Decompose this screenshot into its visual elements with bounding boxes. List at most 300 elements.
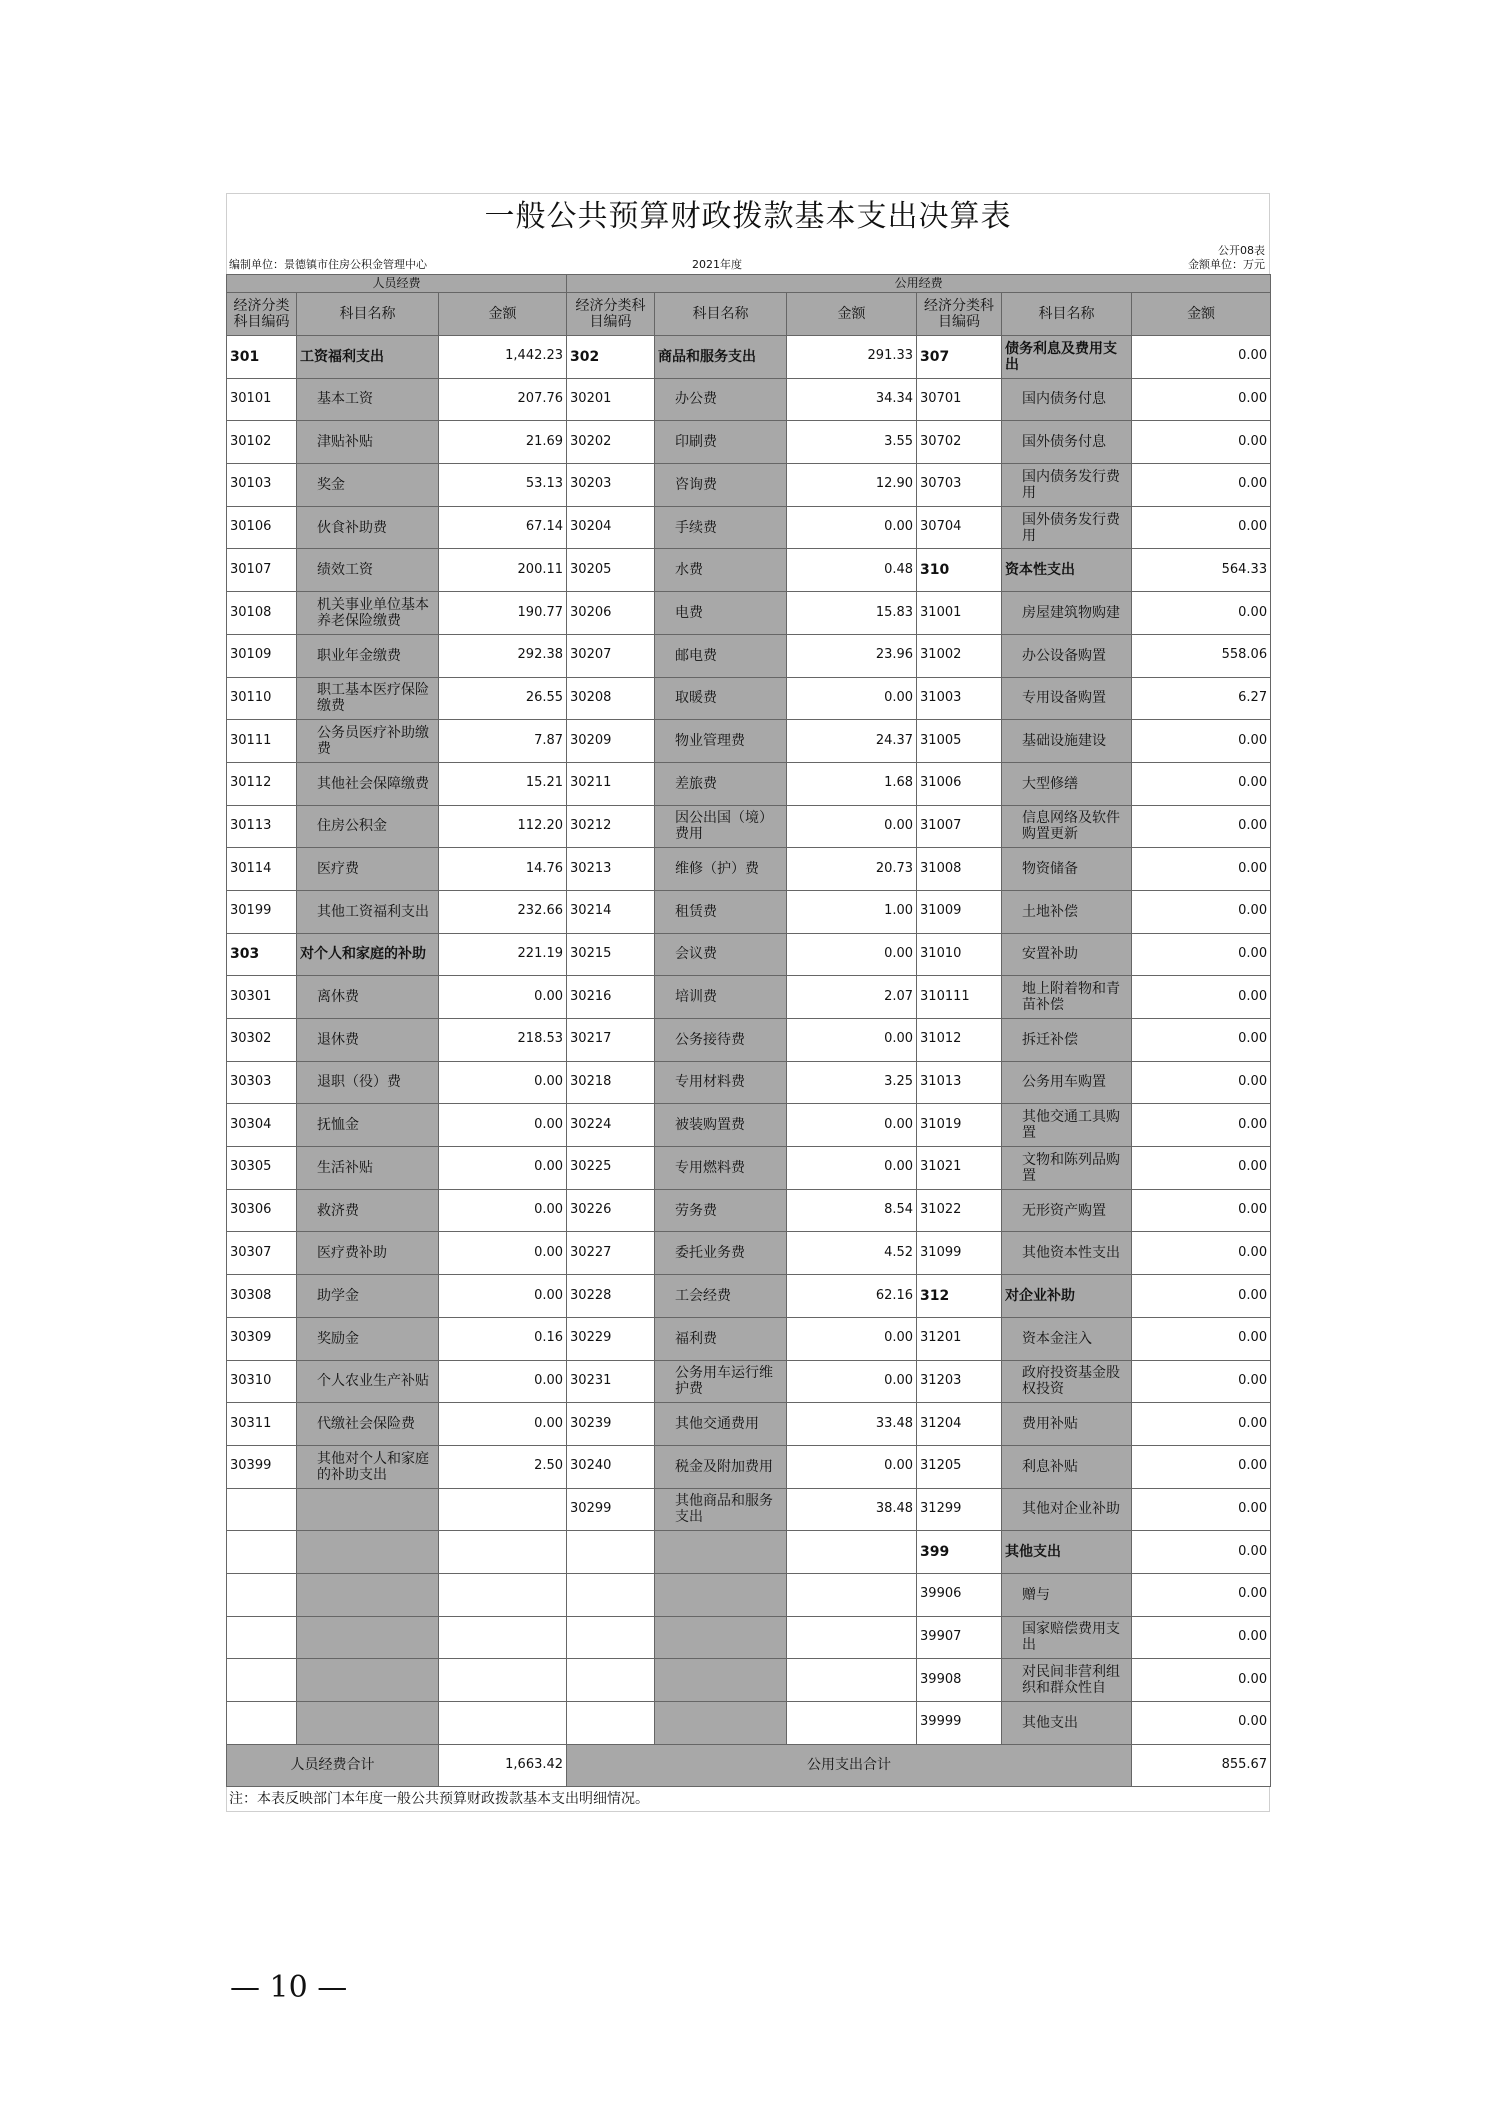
row-code-cell: 30109 (227, 634, 297, 677)
row-amount-cell: 0.00 (1132, 933, 1271, 976)
row-name-cell: 资本金注入 (1002, 1317, 1132, 1360)
row-amount-cell: 15.83 (787, 592, 917, 635)
row-code-cell: 30205 (567, 549, 655, 592)
row-name-cell: 对企业补助 (1002, 1275, 1132, 1318)
row-code-cell: 30208 (567, 677, 655, 720)
row-amount-cell: 291.33 (787, 336, 917, 379)
row-code-cell: 30108 (227, 592, 297, 635)
table-row (227, 421, 1271, 464)
row-code-cell: 31022 (917, 1189, 1002, 1232)
row-code-cell: 31006 (917, 762, 1002, 805)
row-amount-cell: 0.00 (439, 1275, 567, 1318)
row-amount-cell: 33.48 (787, 1403, 917, 1446)
row-amount-cell: 0.00 (1132, 848, 1271, 891)
row-amount-cell: 1,442.23 (439, 336, 567, 379)
row-name-cell: 职工基本医疗保险缴费 (297, 677, 439, 720)
row-amount-cell: 0.00 (439, 1232, 567, 1275)
row-code-cell: 30305 (227, 1147, 297, 1190)
row-code-cell: 30103 (227, 464, 297, 507)
row-code-cell: 30217 (567, 1019, 655, 1062)
row-name-cell: 大型修缮 (1002, 762, 1132, 805)
row-amount-cell: 0.00 (1132, 890, 1271, 933)
row-name-cell: 其他资本性支出 (1002, 1232, 1132, 1275)
row-name-cell: 个人农业生产补贴 (297, 1360, 439, 1403)
row-name-cell: 国外债务发行费用 (1002, 506, 1132, 549)
public-total-amount: 855.67 (1132, 1744, 1271, 1787)
row-amount-cell: 20.73 (787, 848, 917, 891)
row-amount-cell: 0.48 (787, 549, 917, 592)
row-code-cell: 31012 (917, 1019, 1002, 1062)
row-amount-cell: 0.00 (1132, 378, 1271, 421)
row-amount-cell: 0.00 (787, 1360, 917, 1403)
row-amount-cell: 0.00 (1132, 1019, 1271, 1062)
table-row (227, 336, 1271, 379)
row-code-cell: 30229 (567, 1317, 655, 1360)
row-name-cell: 信息网络及软件购置更新 (1002, 805, 1132, 848)
table-row (227, 1189, 1271, 1232)
table-row (227, 890, 1271, 933)
table-row (227, 1275, 1271, 1318)
row-code-cell: 30299 (567, 1488, 655, 1531)
row-code-cell: 30101 (227, 378, 297, 421)
row-code-cell: 30704 (917, 506, 1002, 549)
row-amount-cell: 0.00 (1132, 1061, 1271, 1104)
row-code-cell: 31007 (917, 805, 1002, 848)
row-name-cell: 其他交通工具购置 (1002, 1104, 1132, 1147)
row-amount-cell: 0.00 (1132, 1616, 1271, 1659)
row-code-cell: 30239 (567, 1403, 655, 1446)
row-code-cell: 30226 (567, 1189, 655, 1232)
row-name-cell: 其他工资福利支出 (297, 890, 439, 933)
row-code-cell: 31005 (917, 720, 1002, 763)
row-amount-cell: 112.20 (439, 805, 567, 848)
row-code-cell (567, 1702, 655, 1745)
row-amount-cell: 6.27 (1132, 677, 1271, 720)
row-amount-cell: 0.00 (787, 1147, 917, 1190)
row-amount-cell (439, 1531, 567, 1574)
row-amount-cell: 0.00 (787, 1445, 917, 1488)
row-amount-cell: 0.00 (1132, 1147, 1271, 1190)
row-name-cell: 其他支出 (1002, 1702, 1132, 1745)
row-amount-cell: 558.06 (1132, 634, 1271, 677)
row-name-cell: 奖金 (297, 464, 439, 507)
table-row (227, 1659, 1271, 1702)
table-row (227, 1232, 1271, 1275)
row-code-cell: 30228 (567, 1275, 655, 1318)
fiscal-year: 2021年度 (692, 258, 742, 271)
row-amount-cell: 7.87 (439, 720, 567, 763)
row-name-cell: 绩效工资 (297, 549, 439, 592)
row-amount-cell: 0.00 (1132, 720, 1271, 763)
row-code-cell: 31204 (917, 1403, 1002, 1446)
row-name-cell: 工资福利支出 (297, 336, 439, 379)
row-amount-cell: 0.00 (439, 1147, 567, 1190)
row-amount-cell: 0.00 (787, 933, 917, 976)
table-row (227, 1531, 1271, 1574)
row-name-cell: 其他对个人和家庭的补助支出 (297, 1445, 439, 1488)
row-name-cell: 委托业务费 (655, 1232, 787, 1275)
row-name-cell: 商品和服务支出 (655, 336, 787, 379)
row-name-cell: 国内债务发行费用 (1002, 464, 1132, 507)
row-name-cell: 地上附着物和青苗补偿 (1002, 976, 1132, 1019)
row-amount-cell: 0.00 (1132, 805, 1271, 848)
row-name-cell: 债务利息及费用支出 (1002, 336, 1132, 379)
row-code-cell: 31299 (917, 1488, 1002, 1531)
row-name-cell (655, 1573, 787, 1616)
column-header-name: 科目名称 (655, 293, 787, 336)
table-body (227, 336, 1271, 1745)
row-amount-cell: 0.00 (1132, 1189, 1271, 1232)
row-code-cell: 30225 (567, 1147, 655, 1190)
row-code-cell: 30701 (917, 378, 1002, 421)
row-code-cell: 31013 (917, 1061, 1002, 1104)
row-amount-cell: 0.00 (1132, 1702, 1271, 1745)
row-amount-cell: 0.00 (1132, 592, 1271, 635)
table-row (227, 1104, 1271, 1147)
row-amount-cell: 0.00 (787, 506, 917, 549)
row-code-cell: 30302 (227, 1019, 297, 1062)
row-name-cell: 其他支出 (1002, 1531, 1132, 1574)
row-amount-cell (787, 1702, 917, 1745)
row-name-cell (297, 1659, 439, 1702)
row-amount-cell: 0.00 (1132, 464, 1271, 507)
row-code-cell: 30204 (567, 506, 655, 549)
row-amount-cell: 0.00 (1132, 1232, 1271, 1275)
row-code-cell: 30107 (227, 549, 297, 592)
row-code-cell: 30113 (227, 805, 297, 848)
row-code-cell: 31099 (917, 1232, 1002, 1275)
row-name-cell: 会议费 (655, 933, 787, 976)
row-name-cell: 手续费 (655, 506, 787, 549)
row-name-cell: 维修（护）费 (655, 848, 787, 891)
row-code-cell: 30206 (567, 592, 655, 635)
page-number: — 10 — (230, 1970, 348, 2005)
row-code-cell: 30102 (227, 421, 297, 464)
row-code-cell (227, 1659, 297, 1702)
row-name-cell: 救济费 (297, 1189, 439, 1232)
row-amount-cell: 0.00 (439, 1061, 567, 1104)
row-name-cell: 对个人和家庭的补助 (297, 933, 439, 976)
row-code-cell (227, 1573, 297, 1616)
row-name-cell: 公务员医疗补助缴费 (297, 720, 439, 763)
row-code-cell (227, 1488, 297, 1531)
row-amount-cell (787, 1616, 917, 1659)
row-name-cell: 水费 (655, 549, 787, 592)
row-code-cell: 30311 (227, 1403, 297, 1446)
row-name-cell: 工会经费 (655, 1275, 787, 1318)
row-code-cell: 39907 (917, 1616, 1002, 1659)
row-code-cell: 30703 (917, 464, 1002, 507)
row-code-cell: 31021 (917, 1147, 1002, 1190)
row-amount-cell (439, 1659, 567, 1702)
row-name-cell: 专用材料费 (655, 1061, 787, 1104)
row-amount-cell: 3.55 (787, 421, 917, 464)
row-code-cell: 31010 (917, 933, 1002, 976)
row-amount-cell: 62.16 (787, 1275, 917, 1318)
row-code-cell: 30213 (567, 848, 655, 891)
row-code-cell: 30214 (567, 890, 655, 933)
compiling-unit: 编制单位：景德镇市住房公积金管理中心 (229, 258, 427, 271)
row-code-cell: 30224 (567, 1104, 655, 1147)
row-amount-cell: 0.00 (1132, 1360, 1271, 1403)
row-name-cell (655, 1531, 787, 1574)
row-name-cell: 物业管理费 (655, 720, 787, 763)
document-title: 一般公共预算财政拨款基本支出决算表 (226, 193, 1270, 240)
row-code-cell: 30304 (227, 1104, 297, 1147)
table-row (227, 634, 1271, 677)
row-name-cell: 费用补贴 (1002, 1403, 1132, 1446)
row-code-cell: 30216 (567, 976, 655, 1019)
row-amount-cell: 221.19 (439, 933, 567, 976)
table-row (227, 848, 1271, 891)
row-code-cell: 30114 (227, 848, 297, 891)
row-name-cell: 劳务费 (655, 1189, 787, 1232)
row-code-cell: 310 (917, 549, 1002, 592)
row-code-cell: 31002 (917, 634, 1002, 677)
row-name-cell: 基本工资 (297, 378, 439, 421)
row-name-cell: 赠与 (1002, 1573, 1132, 1616)
row-amount-cell (787, 1573, 917, 1616)
table-row (227, 677, 1271, 720)
row-name-cell: 退职（役）费 (297, 1061, 439, 1104)
row-amount-cell: 0.00 (1132, 1573, 1271, 1616)
table-row (227, 805, 1271, 848)
row-name-cell: 公务用车运行维护费 (655, 1360, 787, 1403)
row-code-cell (227, 1702, 297, 1745)
row-code-cell: 312 (917, 1275, 1002, 1318)
row-amount-cell: 0.00 (787, 805, 917, 848)
row-amount-cell: 2.07 (787, 976, 917, 1019)
row-code-cell: 30218 (567, 1061, 655, 1104)
row-code-cell: 30110 (227, 677, 297, 720)
row-amount-cell: 21.69 (439, 421, 567, 464)
row-amount-cell: 0.00 (439, 1360, 567, 1403)
row-code-cell: 30209 (567, 720, 655, 763)
row-code-cell (567, 1531, 655, 1574)
row-code-cell: 30106 (227, 506, 297, 549)
row-name-cell: 利息补贴 (1002, 1445, 1132, 1488)
row-amount-cell: 218.53 (439, 1019, 567, 1062)
totals-row (227, 1744, 1271, 1787)
row-name-cell (655, 1702, 787, 1745)
row-amount-cell: 0.00 (1132, 1104, 1271, 1147)
column-header-amount: 金额 (439, 293, 567, 336)
row-amount-cell: 23.96 (787, 634, 917, 677)
row-amount-cell: 0.00 (1132, 1531, 1271, 1574)
row-name-cell: 政府投资基金股权投资 (1002, 1360, 1132, 1403)
row-name-cell: 因公出国（境）费用 (655, 805, 787, 848)
row-code-cell (567, 1573, 655, 1616)
row-name-cell: 国内债务付息 (1002, 378, 1132, 421)
table-note: 注：本表反映部门本年度一般公共预算财政拨款基本支出明细情况。 (226, 1787, 1270, 1812)
row-amount-cell: 0.00 (1132, 1275, 1271, 1318)
table-row (227, 506, 1271, 549)
column-header-amount: 金额 (1132, 293, 1271, 336)
table-row (227, 549, 1271, 592)
row-amount-cell: 2.50 (439, 1445, 567, 1488)
row-name-cell: 抚恤金 (297, 1104, 439, 1147)
row-amount-cell: 0.00 (1132, 1445, 1271, 1488)
row-code-cell: 30199 (227, 890, 297, 933)
row-name-cell (655, 1659, 787, 1702)
row-amount-cell: 232.66 (439, 890, 567, 933)
row-name-cell: 税金及附加费用 (655, 1445, 787, 1488)
row-name-cell (297, 1531, 439, 1574)
column-header-code: 经济分类科目编码 (227, 293, 297, 336)
money-unit: 金额单位：万元 (1188, 258, 1265, 271)
row-code-cell: 30301 (227, 976, 297, 1019)
personnel-total-amount: 1,663.42 (439, 1744, 567, 1787)
row-name-cell: 专用设备购置 (1002, 677, 1132, 720)
row-amount-cell: 0.00 (1132, 1488, 1271, 1531)
budget-document (226, 193, 1270, 1812)
row-name-cell: 取暖费 (655, 677, 787, 720)
row-code-cell: 30240 (567, 1445, 655, 1488)
row-amount-cell: 0.00 (1132, 976, 1271, 1019)
table-row (227, 720, 1271, 763)
row-amount-cell: 0.00 (1132, 1403, 1271, 1446)
row-name-cell (655, 1616, 787, 1659)
column-header-name: 科目名称 (297, 293, 439, 336)
row-amount-cell: 190.77 (439, 592, 567, 635)
row-amount-cell (439, 1616, 567, 1659)
row-amount-cell: 0.00 (439, 1403, 567, 1446)
row-amount-cell: 53.13 (439, 464, 567, 507)
row-amount-cell: 1.68 (787, 762, 917, 805)
row-code-cell: 30227 (567, 1232, 655, 1275)
row-name-cell: 土地补偿 (1002, 890, 1132, 933)
row-amount-cell: 0.00 (787, 677, 917, 720)
table-row (227, 976, 1271, 1019)
table-row (227, 933, 1271, 976)
row-code-cell: 39906 (917, 1573, 1002, 1616)
row-name-cell (297, 1488, 439, 1531)
row-amount-cell: 67.14 (439, 506, 567, 549)
row-amount-cell: 200.11 (439, 549, 567, 592)
table-row (227, 1488, 1271, 1531)
table-row (227, 592, 1271, 635)
table-row (227, 1616, 1271, 1659)
column-header-amount: 金额 (787, 293, 917, 336)
row-amount-cell: 24.37 (787, 720, 917, 763)
row-name-cell: 机关事业单位基本养老保险缴费 (297, 592, 439, 635)
row-code-cell: 31003 (917, 677, 1002, 720)
row-amount-cell: 564.33 (1132, 549, 1271, 592)
row-code-cell: 30308 (227, 1275, 297, 1318)
row-code-cell: 30112 (227, 762, 297, 805)
row-code-cell: 31201 (917, 1317, 1002, 1360)
row-amount-cell: 8.54 (787, 1189, 917, 1232)
row-amount-cell: 0.00 (1132, 1659, 1271, 1702)
row-code-cell: 39999 (917, 1702, 1002, 1745)
row-amount-cell (439, 1702, 567, 1745)
row-amount-cell: 14.76 (439, 848, 567, 891)
row-amount-cell (439, 1573, 567, 1616)
row-code-cell: 399 (917, 1531, 1002, 1574)
expenditure-table (226, 274, 1271, 1787)
table-row (227, 1360, 1271, 1403)
row-amount-cell (787, 1659, 917, 1702)
row-name-cell: 咨询费 (655, 464, 787, 507)
table-row (227, 1317, 1271, 1360)
section-personnel: 人员经费 (227, 275, 567, 293)
row-code-cell: 307 (917, 336, 1002, 379)
row-code-cell: 30211 (567, 762, 655, 805)
row-code-cell: 30215 (567, 933, 655, 976)
row-name-cell: 津贴补贴 (297, 421, 439, 464)
row-name-cell: 物资储备 (1002, 848, 1132, 891)
row-name-cell: 专用燃料费 (655, 1147, 787, 1190)
row-name-cell: 福利费 (655, 1317, 787, 1360)
row-name-cell: 伙食补助费 (297, 506, 439, 549)
row-amount-cell: 12.90 (787, 464, 917, 507)
row-amount-cell: 0.00 (787, 1104, 917, 1147)
table-row (227, 1147, 1271, 1190)
row-name-cell: 拆迁补偿 (1002, 1019, 1132, 1062)
row-amount-cell: 34.34 (787, 378, 917, 421)
row-name-cell: 公务接待费 (655, 1019, 787, 1062)
row-amount-cell: 0.00 (1132, 762, 1271, 805)
row-amount-cell: 0.00 (439, 976, 567, 1019)
row-code-cell: 30399 (227, 1445, 297, 1488)
row-code-cell: 31009 (917, 890, 1002, 933)
row-name-cell: 其他对企业补助 (1002, 1488, 1132, 1531)
table-row (227, 1403, 1271, 1446)
row-amount-cell: 0.00 (787, 1317, 917, 1360)
table-row (227, 1019, 1271, 1062)
row-amount-cell: 292.38 (439, 634, 567, 677)
row-code-cell: 30307 (227, 1232, 297, 1275)
row-name-cell: 培训费 (655, 976, 787, 1019)
row-code-cell: 30212 (567, 805, 655, 848)
row-amount-cell: 0.00 (787, 1019, 917, 1062)
row-amount-cell: 0.16 (439, 1317, 567, 1360)
row-code-cell: 30207 (567, 634, 655, 677)
column-header-row (227, 293, 1271, 336)
row-name-cell: 办公费 (655, 378, 787, 421)
row-amount-cell: 0.00 (439, 1104, 567, 1147)
row-code-cell: 31008 (917, 848, 1002, 891)
table-row (227, 1702, 1271, 1745)
row-code-cell: 302 (567, 336, 655, 379)
row-name-cell: 国外债务付息 (1002, 421, 1132, 464)
row-code-cell: 30202 (567, 421, 655, 464)
row-name-cell: 医疗费补助 (297, 1232, 439, 1275)
row-name-cell: 办公设备购置 (1002, 634, 1132, 677)
column-header-code: 经济分类科目编码 (567, 293, 655, 336)
row-amount-cell: 0.00 (1132, 421, 1271, 464)
row-name-cell: 医疗费 (297, 848, 439, 891)
row-name-cell: 租赁费 (655, 890, 787, 933)
row-code-cell: 30310 (227, 1360, 297, 1403)
column-header-code: 经济分类科目编码 (917, 293, 1002, 336)
table-row (227, 762, 1271, 805)
row-name-cell: 其他社会保障缴费 (297, 762, 439, 805)
row-name-cell: 其他商品和服务支出 (655, 1488, 787, 1531)
row-code-cell: 301 (227, 336, 297, 379)
table-row (227, 1445, 1271, 1488)
row-code-cell (567, 1659, 655, 1702)
row-amount-cell: 207.76 (439, 378, 567, 421)
row-name-cell: 对民间非营利组织和群众性自 (1002, 1659, 1132, 1702)
row-name-cell: 邮电费 (655, 634, 787, 677)
row-code-cell: 30309 (227, 1317, 297, 1360)
row-code-cell: 30203 (567, 464, 655, 507)
column-header-name: 科目名称 (1002, 293, 1132, 336)
row-name-cell: 住房公积金 (297, 805, 439, 848)
row-amount-cell (787, 1531, 917, 1574)
row-amount-cell: 0.00 (439, 1189, 567, 1232)
